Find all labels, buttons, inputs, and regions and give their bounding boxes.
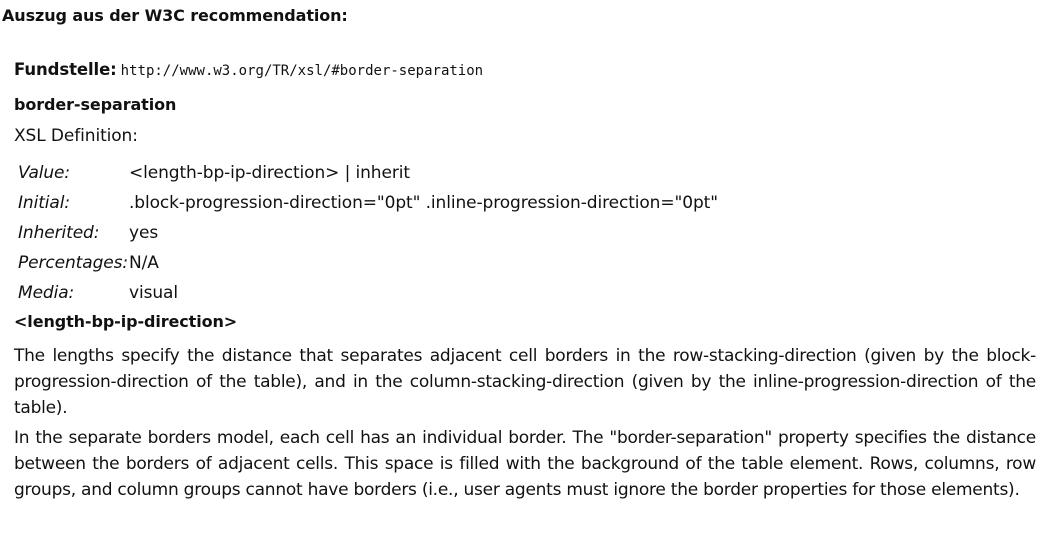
- source-label: Fundstelle:: [14, 60, 117, 79]
- definition-value: N/A: [129, 253, 159, 273]
- definition-table: [18, 158, 718, 308]
- property-name: border-separation: [14, 95, 177, 114]
- definition-row-value: [18, 158, 718, 188]
- definition-value: <length-bp-ip-direction> | inherit: [129, 163, 410, 183]
- source-reference: [14, 58, 483, 83]
- definition-value: visual: [129, 283, 178, 303]
- value-type-heading: <length-bp-ip-direction>: [14, 312, 238, 331]
- definition-value: yes: [129, 223, 159, 243]
- description-paragraph: In the separate borders model, each cell has an individual border. The "border-separation" property specifies the distance between the borders of adjacent cells. This space is filled with the background of the table element. Rows, columns, row groups, and column groups cannot have borders (i.e., user agents must ignore the border properties for those elements).: [14, 428, 1036, 500]
- definition-label: XSL Definition:: [14, 126, 138, 146]
- definition-term: Percentages:: [18, 253, 128, 273]
- source-url: http://www.w3.org/TR/xsl/#border-separation: [120, 63, 484, 79]
- definition-term: Media:: [18, 283, 75, 303]
- definition-term: Initial:: [18, 193, 70, 213]
- definition-term: Value:: [18, 163, 71, 183]
- definition-row-percentages: [18, 248, 718, 278]
- excerpt-heading: Auszug aus der W3C recommendation:: [2, 6, 348, 25]
- description-paragraph: The lengths specify the distance that separates adjacent cell borders in the row-stacking-direction (given by the block-progression-direction of the table), and in the column-stacking-direction (given by the inline-progression-direction of the table).: [14, 346, 1036, 418]
- definition-row-initial: [18, 188, 718, 218]
- definition-row-media: [18, 278, 718, 308]
- definition-value: .block-progression-direction="0pt" .inline-progression-direction="0pt": [129, 193, 718, 213]
- definition-row-inherited: [18, 218, 718, 248]
- definition-term: Inherited:: [18, 223, 100, 243]
